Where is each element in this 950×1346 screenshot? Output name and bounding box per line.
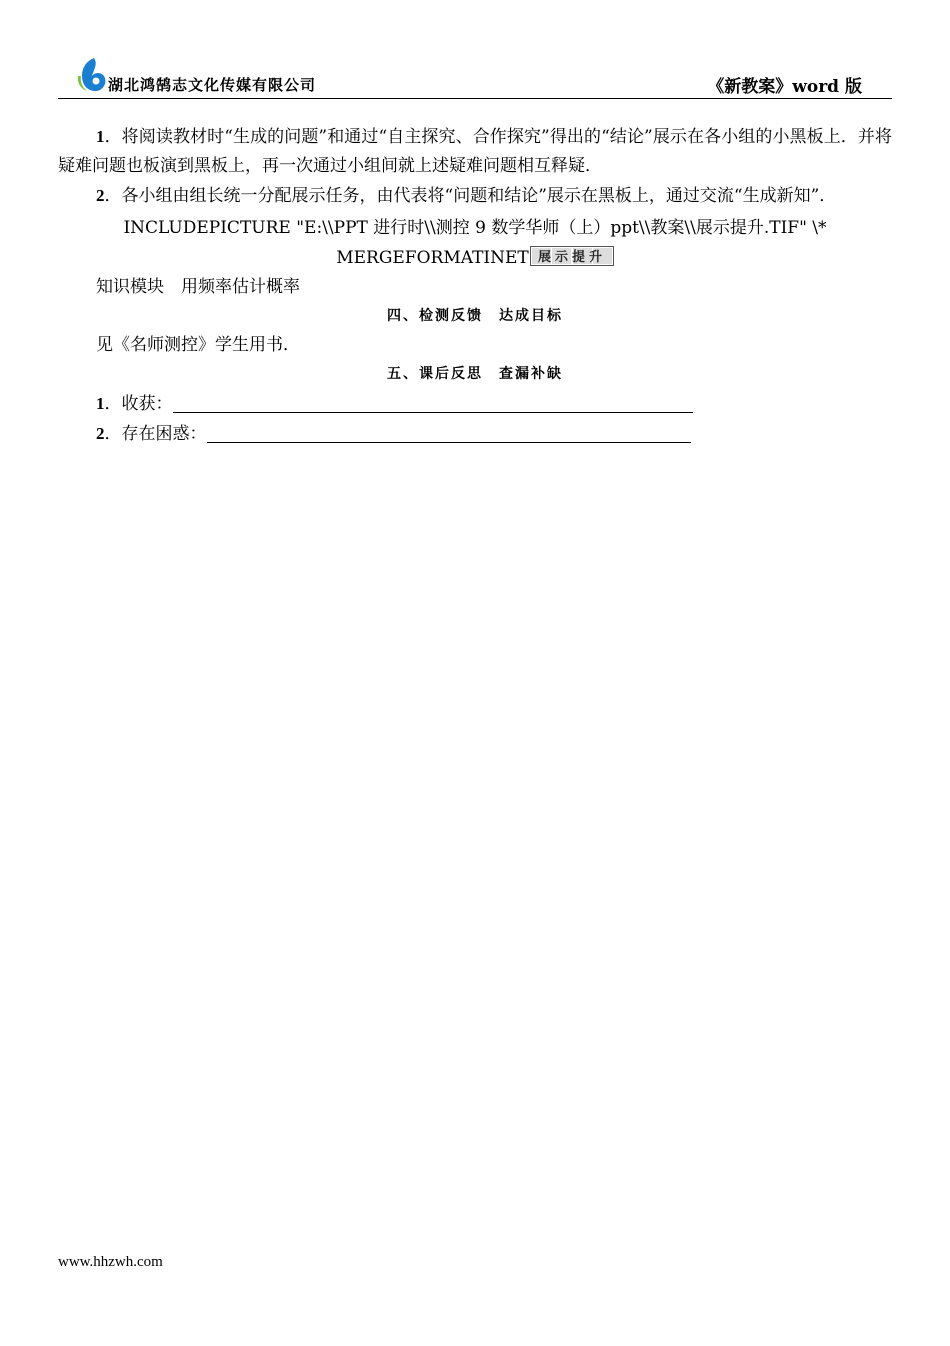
include-picture-code-line2: MERGEFORMATINET (336, 248, 529, 268)
company-name: 湖北鸿鹄志文化传媒有限公司 (108, 76, 317, 94)
section-5-title: 五、课后反思 查漏补缺 (387, 366, 563, 382)
include-picture-field (58, 213, 892, 273)
field-2-label: ．存在困惑： (104, 424, 207, 444)
section-4-text: 见《名师测控》学生用书． (96, 335, 300, 355)
field-1-label: ．收获： (104, 394, 173, 414)
document-body (58, 122, 892, 449)
company-logo (74, 56, 110, 94)
gains-blank-line (173, 392, 693, 413)
reflection-field-confusion (58, 419, 892, 449)
section-4-title: 四、检测反馈 达成目标 (387, 308, 563, 324)
field-2-number: 2 (96, 424, 105, 443)
footer-website: www.hhzwh.com (58, 1254, 163, 1270)
paragraph-2-text: ．各小组由组长统一分配展示任务，由代表将“问题和结论”展示在黑板上，通过交流“生成新知”． (104, 186, 837, 206)
document-type-label: 《新教案》word 版 (707, 77, 862, 97)
paragraph-1 (58, 122, 892, 181)
include-picture-code-line1: INCLUDEPICTURE "E:\\PPT 进行时\\测控 9 数学华师（上）ppt\\教案\\展示提升.TIF" \* (123, 218, 827, 238)
confusion-blank-line (207, 422, 691, 443)
paragraph-2-number: 2 (96, 186, 105, 205)
svg-text:展示提升: 展示提升 (537, 250, 606, 265)
show-improve-tag-image (530, 246, 614, 266)
field-1-number: 1 (96, 394, 105, 413)
knowledge-module-line: 知识模块 用频率估计概率 (96, 277, 300, 297)
paragraph-2 (58, 181, 892, 211)
reflection-field-gains (58, 389, 892, 419)
page-header (58, 56, 892, 99)
paragraph-1-text: ．将阅读教材时“生成的问题”和通过“自主探究、合作探究”得出的“结论”展示在各小组的小黑板上．并将疑难问题也板演到黑板上，再一次通过小组间就上述疑难问题相互释疑． (58, 127, 892, 176)
paragraph-1-number: 1 (96, 127, 105, 146)
